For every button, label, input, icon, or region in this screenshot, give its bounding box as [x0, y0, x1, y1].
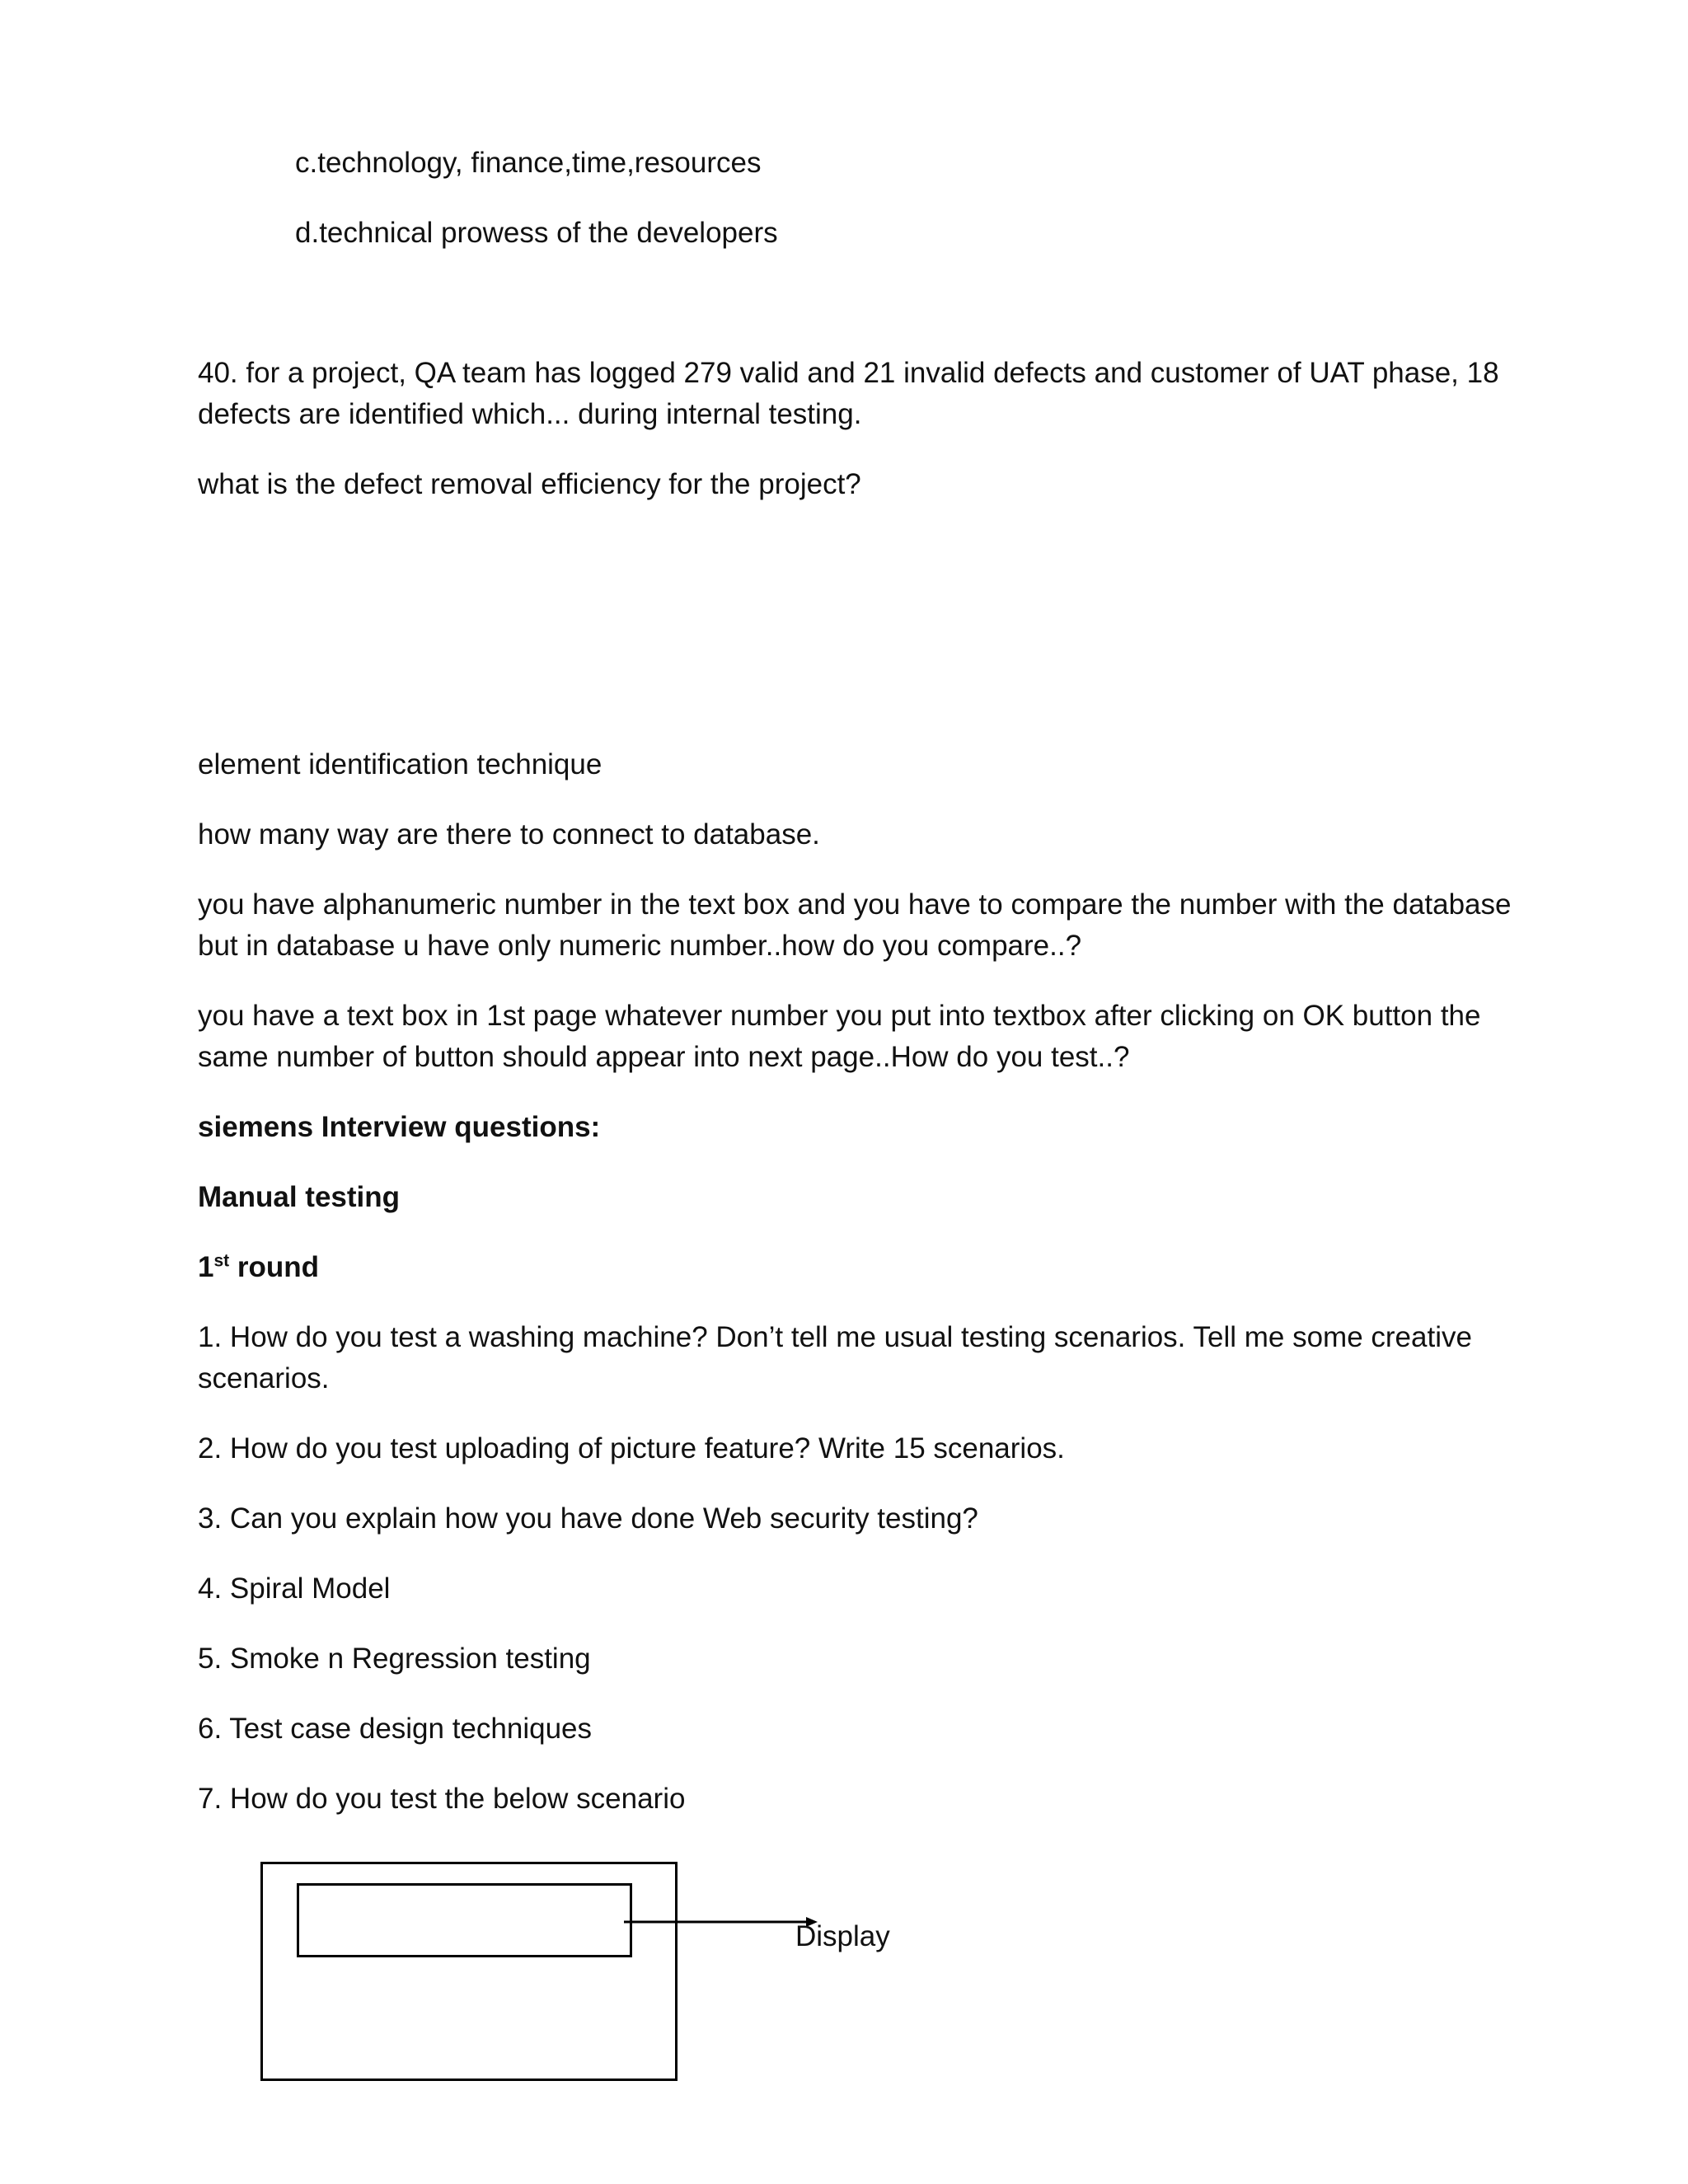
option-c: c.technology, finance,time,resources: [295, 147, 762, 179]
alphanumeric-line-1: you have alphanumeric number in the text box and you have to compare the number with the database: [198, 888, 1512, 921]
element-identification: element identification technique: [198, 748, 603, 780]
textbox-line-1: you have a text box in 1st page whatever number you put into textbox after clicking on OK button the: [198, 1000, 1481, 1032]
alphanumeric-line-2: but in database u have only numeric number..how do you compare..?: [198, 930, 1082, 962]
question-7: 7. How do you test the below scenario: [198, 1783, 686, 1815]
question-6: 6. Test case design techniques: [198, 1713, 593, 1745]
round-heading: [198, 1247, 319, 1288]
round-superscript: st: [213, 1251, 230, 1271]
siemens-heading: siemens Interview questions:: [198, 1111, 601, 1143]
display-label: Display: [795, 1920, 890, 1952]
question-1-line-2: scenarios.: [198, 1362, 330, 1394]
scenario-diagram: [256, 1858, 898, 2106]
question-40-line-3: what is the defect removal efficiency for the project?: [198, 468, 861, 500]
question-4: 4. Spiral Model: [198, 1572, 391, 1605]
question-40-line-1: 40. for a project, QA team has logged 279 valid and 21 invalid defects and customer of UAT phase, 18: [198, 357, 1499, 389]
round-word: round: [229, 1251, 320, 1283]
display-arrow: [256, 1858, 898, 2106]
question-2: 2. How do you test uploading of picture feature? Write 15 scenarios.: [198, 1432, 1065, 1465]
round-number: 1: [198, 1251, 214, 1283]
question-40-line-2: defects are identified which... during internal testing.: [198, 398, 862, 430]
option-d: d.technical prowess of the developers: [295, 217, 778, 249]
question-1-line-1: 1. How do you test a washing machine? Don’t tell me usual testing scenarios. Tell me some creative: [198, 1321, 1472, 1353]
question-5: 5. Smoke n Regression testing: [198, 1643, 591, 1675]
manual-testing-heading: Manual testing: [198, 1181, 401, 1213]
database-connection: how many way are there to connect to database.: [198, 818, 820, 851]
textbox-line-2: same number of button should appear into next page..How do you test..?: [198, 1041, 1130, 1073]
question-3: 3. Can you explain how you have done Web security testing?: [198, 1502, 978, 1535]
